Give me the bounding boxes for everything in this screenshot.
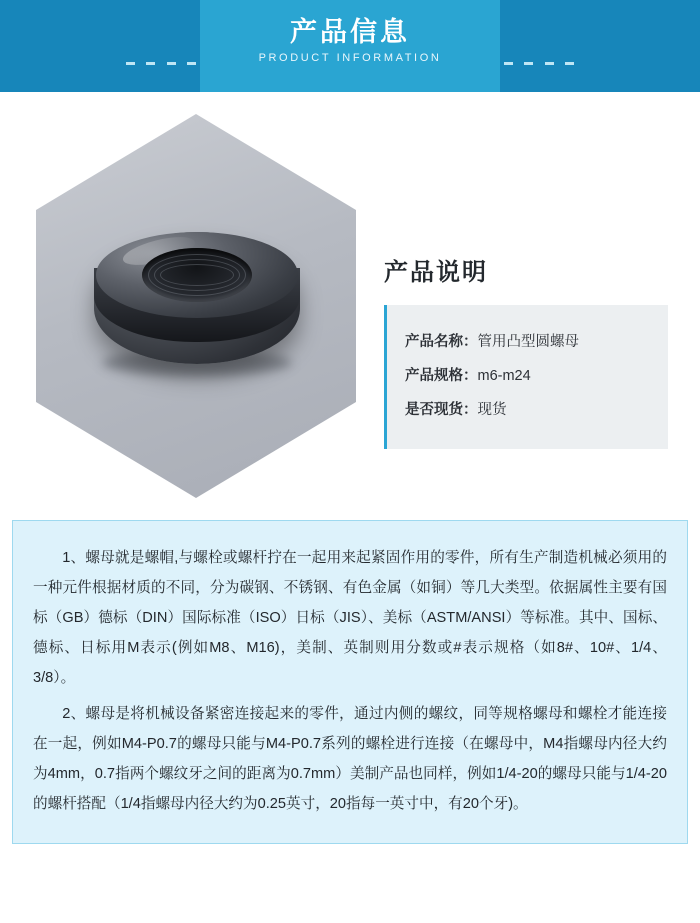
spec-value-model: m6-m24: [477, 368, 531, 384]
banner-dots-left: [126, 62, 196, 65]
banner-center-block: [200, 0, 500, 92]
spec-row: [405, 393, 650, 427]
product-spec-box: [384, 305, 668, 449]
spec-row: [405, 325, 650, 359]
banner-dots-right: [504, 62, 574, 65]
spec-label-model: 产品规格：: [405, 368, 478, 384]
banner-right-band: [490, 0, 700, 92]
banner-title: 产品信息: [290, 17, 410, 47]
spec-row: [405, 359, 650, 393]
banner-subtitle: PRODUCT INFORMATION: [258, 52, 442, 64]
product-description-panel: [12, 520, 688, 844]
nut-inner-hole: [142, 248, 252, 302]
description-paragraph: 2、螺母是将机械设备紧密连接起来的零件，通过内侧的螺纹，同等规格螺母和螺栓才能连接在一起，例如M4-P0.7的螺母只能与M4-P0.7系列的螺栓进行连接（在螺母中，M4指螺母内径大约为4mm，0.7指两个螺纹牙之间的距离为0.7mm）美制产品也同样，例如1/4-20的螺母只能与1/4-20的螺杆搭配（1/4指螺母内径大约为0.25英寸，20指每一英寸中，有20个牙)。: [33, 706, 667, 812]
nut-thread-ring: [160, 264, 234, 286]
spec-label-stock: 是否现货：: [405, 402, 478, 418]
page-header-banner: [0, 0, 700, 92]
product-image-hexagon: [36, 114, 356, 498]
product-section: [0, 92, 700, 520]
spec-value-name: 管用凸型圆螺母: [477, 334, 579, 350]
spec-label-name: 产品名称：: [405, 334, 478, 350]
description-paragraph: 1、螺母就是螺帽,与螺栓或螺杆拧在一起用来起紧固作用的零件，所有生产制造机械必须用的一种元件根据材质的不同，分为碳钢、不锈钢、有色金属（如铜）等几大类型。依据属性主要有国标（GB）德标（DIN）国际标准（ISO）日标（JIS）、美标（ASTM/ANSI）等标准。其中、国标、德标、日标用M表示(例如M8、M16)，美制、英制则用分数或#表示规格（如8#、10#、1/4、3/8）。: [33, 550, 667, 686]
product-section-title: 产品说明: [384, 259, 488, 286]
product-spec-panel: [384, 252, 668, 449]
spec-value-stock: 现货: [477, 402, 507, 418]
banner-left-band: [0, 0, 210, 92]
product-photo-nut: [94, 232, 300, 382]
